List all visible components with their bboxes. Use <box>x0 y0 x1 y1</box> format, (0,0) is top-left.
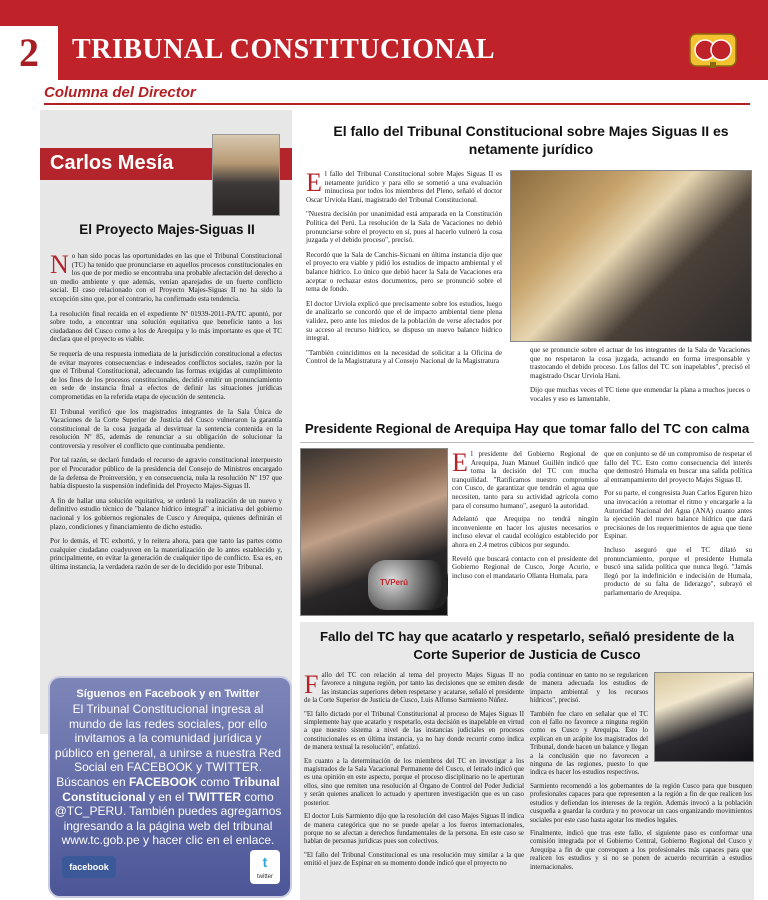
publication-title: TRIBUNAL CONSTITUCIONAL <box>72 34 496 65</box>
article1-photo <box>510 170 752 342</box>
section-title: Columna del Director <box>44 84 196 101</box>
microphone-image <box>368 560 448 610</box>
author-name: Carlos Mesía <box>50 152 174 174</box>
column-heading: El Proyecto Majes-Siguas II <box>79 222 255 237</box>
column-paragraph: Por lo demás, el TC exhortó, y lo reitera ahora, para que tanto las partes como cualquier ciudadano coadyuven en la materialización de lo antes establecido y, principalmente, en evitar la generación de cualquier tipo de conflicto. Esa es, en última instancia, la verdadera razón de ser de lo decidido por este Tribunal. <box>50 537 282 571</box>
article2-divider <box>300 442 754 443</box>
page-number-box <box>0 26 58 80</box>
column-paragraph: Por tal razón, se declaró fundado el recurso de agravio constitucional interpuesto por el Procurador público de la presidencia del Consejo de Ministros encargado de la defensa de Proinversión, y en consecuencia, nula la resolución Nº 197 que había dispuesto la suspensión indefinida del Proyecto Majes-Siguas II. <box>50 456 282 491</box>
dropcap: N <box>50 250 69 279</box>
article1-body: El fallo del Tribunal Constitucional sobre Majes Siguas II es netamente jurídico y para ello se sometió a una evaluación minuciosa por todos los miembros del Pleno, señaló el doctor Oscar Urviola Hani, magistrado del Tribunal Constitucional. "Nuestra decisión por unanimidad está amparada en la Constitución Política del Perú. La resolución de la Sala de Vacaciones no debió pronunciarse sobre el proyecto en sí, pues al hacerlo vulneró la cosa juzgada y el debido proceso", precisó. Recordó que la Sala de Canchis-Sicuani en última instancia dijo que el proyecto era viable y pidió los estudios de impacto ambiental y el balance hídrico. Lo único que debió hacer la Sala de Vacaciones era aceptar o rechazar estos documentos, pero se pronunció sobre el tema de fondo. El doctor Urviola explicó que precisamente sobre los estudios, luego de analizarlo se concordó que el de impacto ambiental tiene plena validez, pero ante los miedos de la población de verse afectados por su acceso al recurso hídrico, se dispuso un nuevo balance hídrico integral. "También coincidimos en la necesidad de solicitar a la Oficina de Control de la Magistratura y al Consejo Nacional de la Magistratura <box>306 168 502 366</box>
mic-label: TVPerú <box>380 578 409 587</box>
column-body <box>50 252 282 578</box>
column-paragraph: La resolución final recaída en el expediente Nº 01939-2011-PA/TC apuntó, por sobre todo, a encontrar una solución equitativa que beneficie tanto a los ciudadanos del Cusco como a los de Arequipa y lo más importante es que el TC declara que el proyecto es viable. <box>50 309 282 344</box>
section-divider <box>44 103 750 105</box>
dropcap: F <box>304 670 319 699</box>
article2-body: El presidente del Gobierno Regional de Arequipa, Juan Manuel Guillén indicó que toma la decisión del TC con mucha tranquilidad. "Ratificamos nuestro compromiso con Cusco, de garantizar que tendrán el agua que necesiten, tanto para su actividad agrícola como para el consumo humano", aseguró la autoridad. Adelantó que Arequipa no tendrá ningún inconveniente en hacer los ajustes necesarios e incluso elevar el caudal ecológico establecido por ahora en 2.4 metros cúbicos por segundo. Reveló que buscará contacto con el presidente del Gobierno Regional de Cusco, Jorge Acurio, e incluso con el mandatario Ollanta Humala, para <box>452 448 598 580</box>
facebook-icon[interactable]: facebook <box>62 856 116 878</box>
twitter-icon[interactable]: t twitter <box>250 850 280 884</box>
article2-title: Presidente Regional de Arequipa Hay que tomar fallo del TC con calma <box>304 421 750 436</box>
social-heading: Síguenos en Facebook y en Twitter <box>76 688 260 700</box>
page-number: 2 <box>19 30 39 75</box>
tc-logo-icon <box>688 32 738 68</box>
social-text: El Tribunal Constitucional ingresa al mundo de las redes sociales, por ello invitamos a la comunidad jurídica y público en general, a unirse a nuestra Red Social en FACEBOOK y TWITTER. Búscanos en FACEBOOK como Tribunal Constitucional y en el TWITTER como @TC_PERU. También puedes agregarnos ingresando a la página web del tribunal www.tc.gob.pe y hacer clic en el enlace. <box>54 702 282 848</box>
column-paragraph: No han sido pocas las oportunidades en las que el Tribunal Constitucional (TC) ha tenido que pronunciarse en aquellos procesos constitucionales en los que de por medio se encontraba una probable afectación del derecho a un medio ambiente y que además, venían aparejados de un fuerte conflicto social. El caso relacionado con el Proyecto Majes-Siguas II no ha sido la excepción sino que, por el contrario, ha confirmado esta tendencia. <box>50 250 282 303</box>
author-photo <box>212 134 280 216</box>
article3-photo <box>654 672 754 762</box>
article3-title: Fallo del TC hay que acatarlo y respetarlo, señaló presidente de la Corte Superior de Justicia de Cusco <box>319 629 735 662</box>
article3-body-continued: podía continuar en tanto no se regularicen de manera adecuada los estudios de impacto ambiental y los recursos hídricos", precisó. También fue claro en señalar que el TC con el fallo no favorece a ninguna región como es Cusco y Arequipa. Esto lo explican en un acápite los magistrados del Tribunal, donde hacen un balance y llegan a la conclusión que no favorecen a ninguna de las regiones, puesto lo que indica es hacer los estudios respectivos. Sarmiento recomendó a los gobernantes de la región Cusco para que busquen profesionales capaces para que representen a la región a fin de que realicen los estudios y defiendan los intereses de la región. Además invocó a la población cusqueña a guardar la cordura y no provocar un caos organizando movimientos sociales por este caso hasta agotar los medios legales. Finalmente, indicó que tras este fallo, el siguiente paso es conformar una comisión integrada por el Gobierno Central, Gobierno Regional del Cusco y Arequipa a fin de que convoquen a los profesionales más capaces para que realicen los estudios y si no se ponen de acuerdo recurrirán a estudios internacionales. <box>530 672 752 871</box>
column-paragraph: A fin de hallar una solución equitativa, se ordenó la realización de un nuevo y definitivo estudio técnico de "balance hídrico integral" a iniciativa del gobierno nacional y los gobiernos regionales de Cusco y Arequipa, quienes definirán el plazo, condiciones y financiamiento de dicho estudio. <box>50 496 282 531</box>
article1-body-continued: que se pronuncie sobre el actuar de los integrantes de la Sala de Vacaciones que no respetaron la cosa juzgada, actuando en forma irresponsable y trastocando el debido proceso. Los fallos del TC son inapelables", precisó el magistrado Oscar Urviola Hani. Dijo que muchas veces el TC tiene que enmendar la plana a muchos jueces o vocales y eso es lamentable. <box>530 346 750 403</box>
dropcap: E <box>306 168 322 197</box>
dropcap: E <box>452 448 468 477</box>
article2-body-continued: que en conjunto se dé un compromiso de respetar el fallo del TC. Esto como consecuencia del interés que demostró Humala en buscar una salida política al entrampamiento del proyecto Majes Siguas II. Por su parte, el congresista Juan Carlos Eguren hizo una invocación a retomar el ritmo y encargarle a la Autoridad Nacional del Agua (ANA) cuanto antes la ejecución del nuevo balance hídrico que dará precisiones de los requerimientos de agua que tiene Espinar. Incluso aseguró que el TC dilató su pronunciamiento, porque el presidente Humala buscó una salida política que nunca llegó. "Jamás llegó por la indefinición e indecisión de Humala, producto de su falta de liderazgo", subrayó el parlamentario de Arequipa. <box>604 450 752 597</box>
article1-title: El fallo del Tribunal Constitucional sobre Majes Siguas II es netamente jurídico <box>333 123 729 157</box>
column-paragraph: Se requería de una respuesta inmediata de la jurisdicción constitucional a efectos de evitar mayores consecuencias e indeseados conflictos sociales, razón por la que el Tribunal Constitucional, adecuando las formas exigidas al cumplimiento de los fines de los procesos constitucionales, decidió emitir un pronunciamiento en sede de instancia final a efectos de definir las situaciones jurídicas comprometidas en la referida etapa de ejecución de sentencia. <box>50 349 282 401</box>
article3-body: Fallo del TC con relación al tema del proyecto Majes Siguas II no favorece a ninguna región, por tanto las decisiones que se emiten desde las instancias superiores deben respetarse y acatarse, señaló el presidente de la Corte Superior de Justicia de Cusco, Luis Alfonso Sarmiento Núñez. "El fallo dictado por el Tribunal Constitucional al proceso de Majes Siguas II simplemente hay que acatarlo y respetarlo, esta decisión es inapelable en virtud a que nuestro sistema a nivel de las instancias judiciales en procesos constitucionales es en última instancia, ya no hay donde recurrir como indica de manera textual la resolución", enfatizó. En cuanto a la determinación de los miembros del TC en investigar a los magistrados de la Sala Vacacional Permanente del Cusco, el letrado indicó que es una opinión en este aspecto, porque el proceso disciplinario no le aperturan ellos, sino que remiten una resolución al Órgano de Control del Poder Judicial y serán quienes analicen lo actuado y aperturen investigación que es un caso posterior. El doctor Luis Sarmiento dijo que la resolución del caso Majes Siguas II indica de manera categórica que no se puede apelar a los fueros internacionales, porque no se afectan a derechos fundamentales de la persona. En este caso se hablan de personas jurídicas pues son colectivos. "El fallo del Tribunal Constitucional es una resolución muy similar a la que emitió el juez de Espinar en su momento donde indicó que el proyecto no <box>304 670 524 868</box>
column-paragraph: El Tribunal verificó que los magistrados integrantes de la Sala Única de Vacaciones de la Corte Superior de Justicia del Cusco vulneraron la garantía constitucional de la cosa juzgada al desvirtuar la sentencia contenida en la resolución Nº 85, además de renunciar a su obligación de solucionar la controversia y resolver el conflicto que continuaba pendiente. <box>50 407 282 450</box>
